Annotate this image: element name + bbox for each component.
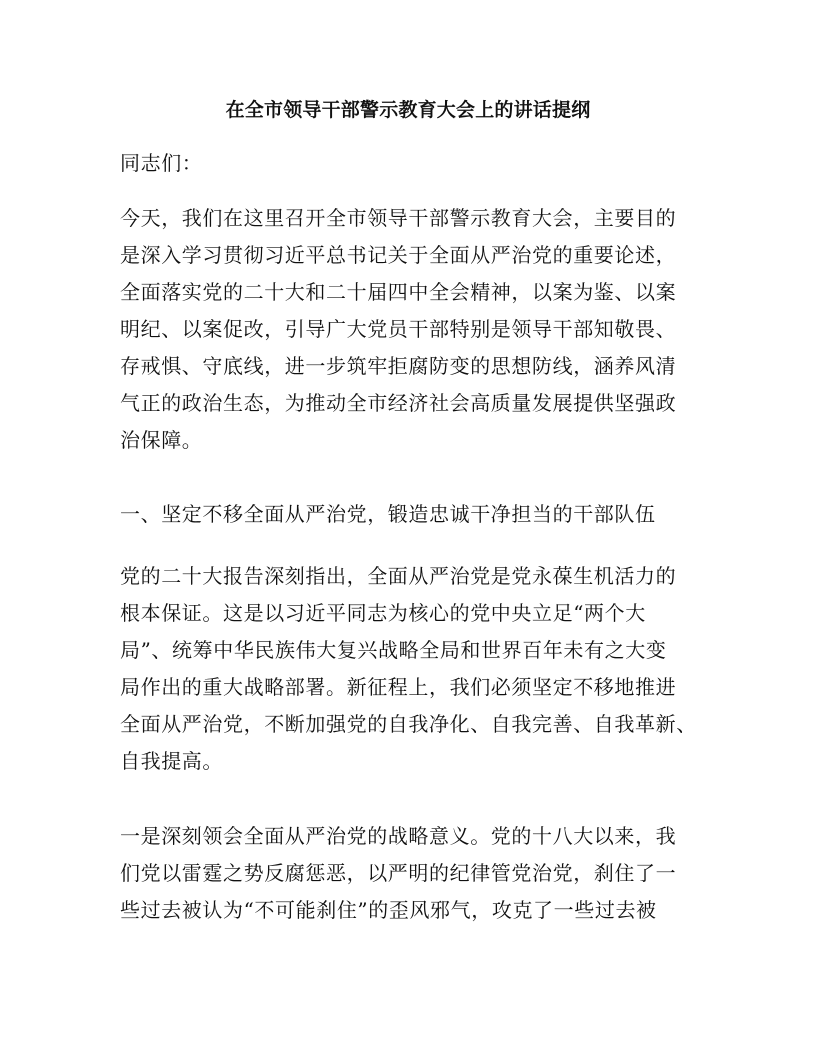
paragraph-line: 一是深刻领会全面从严治党的战略意义。党的十八大以来，我 — [120, 824, 677, 848]
paragraph-line: 自我提高。 — [120, 749, 223, 773]
paragraph-line: 局”、统筹中华民族伟大复兴战略全局和世界百年未有之大变 — [120, 638, 667, 662]
paragraph-line: 些过去被认为“不可能刹住”的歪风邪气，攻克了一些过去被 — [120, 898, 657, 922]
paragraph-line: 根本保证。这是以习近平同志为核心的党中央立足“两个大 — [120, 601, 646, 625]
document-title: 在全市领导干部警示教育大会上的讲话提纲 — [225, 99, 591, 121]
paragraph-line: 全面从严治党，不断加强党的自我净化、自我完善、自我革新、 — [120, 712, 697, 736]
paragraph-line: 今天，我们在这里召开全市领导干部警示教育大会，主要目的 — [120, 206, 677, 230]
section-heading-1: 一、坚定不移全面从严治党，锻造忠诚干净担当的干部队伍 — [120, 502, 656, 526]
paragraph-line: 局作出的重大战略部署。新征程上，我们必须坚定不移地推进 — [120, 675, 677, 699]
paragraph-line: 气正的政治生态，为推动全市经济社会高质量发展提供坚强政 — [120, 391, 677, 415]
paragraph-line: 们党以雷霆之势反腐惩恶，以严明的纪律管党治党，刹住了一 — [120, 861, 677, 885]
paragraph-line: 明纪、以案促改，引导广大党员干部特别是领导干部知敬畏、 — [120, 317, 677, 341]
salutation: 同志们： — [120, 151, 203, 175]
paragraph-line: 全面落实党的二十大和二十届四中全会精神，以案为鉴、以案 — [120, 280, 677, 304]
paragraph-line: 治保障。 — [120, 428, 203, 452]
paragraph-line: 党的二十大报告深刻指出，全面从严治党是党永葆生机活力的 — [120, 564, 677, 588]
paragraph-line: 存戒惧、守底线，进一步筑牢拒腐防变的思想防线，涵养风清 — [120, 354, 677, 378]
paragraph-line: 是深入学习贯彻习近平总书记关于全面从严治党的重要论述， — [120, 243, 677, 267]
